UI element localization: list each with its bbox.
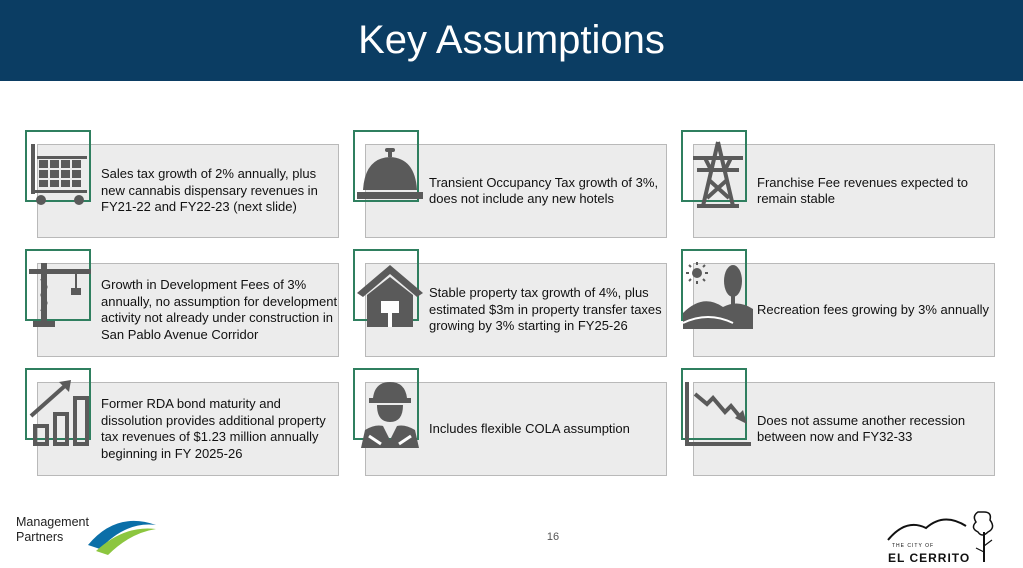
el-cerrito-logo: [886, 506, 1004, 566]
page-title: Key Assumptions: [358, 18, 665, 62]
logo-line-1: Management: [16, 515, 89, 529]
el-cerrito-label: EL CERRITO: [888, 551, 971, 565]
management-partners-logo: [16, 515, 146, 557]
decline-chart-icon: [683, 378, 753, 448]
card-text: Former RDA bond maturity and dissolution provides additional property tax revenues of $1.23 million annually beginning in FY 2025-26: [101, 396, 326, 461]
assumption-card-tot: [353, 130, 669, 226]
card-text: Franchise Fee revenues expected to remain stable: [757, 174, 969, 206]
assumption-card-cola: [353, 368, 669, 464]
service-bell-icon: [355, 140, 425, 210]
house-sale-icon: [355, 259, 425, 329]
card-text: Stable property tax growth of 4%, plus estimated $3m in property transfer taxes growing by 3% starting in FY25-26: [429, 285, 662, 334]
shopping-cart-icon: [27, 140, 97, 210]
growth-chart-icon: [27, 378, 97, 448]
card-text: Recreation fees growing by 3% annually: [757, 301, 989, 317]
assumption-card-development-fees: [25, 249, 341, 345]
card-text: Sales tax growth of 2% annually, plus new cannabis dispensary revenues in FY21-22 and FY22-23 (next slide): [101, 166, 318, 215]
page-number: 16: [546, 531, 560, 543]
park-landscape-icon: [683, 259, 753, 329]
crane-icon: [27, 259, 97, 329]
assumption-card-rda-bond: [25, 368, 341, 464]
assumption-card-recession: [681, 368, 997, 464]
card-text: Growth in Development Fees of 3% annually, no assumption for development activity not already under construction in San Pablo Avenue Corridor: [101, 277, 338, 342]
assumption-card-recreation-fees: [681, 249, 997, 345]
assumption-card-sales-tax: [25, 130, 341, 226]
swoosh-icon: [86, 515, 158, 557]
card-text: Does not assume another recession between now and FY32-33: [757, 412, 966, 444]
assumption-card-franchise-fee: [681, 130, 997, 226]
power-tower-icon: [683, 140, 753, 210]
city-of-label: THE CITY OF: [892, 543, 935, 549]
card-text: Includes flexible COLA assumption: [429, 420, 630, 436]
logo-line-2: Partners: [16, 530, 64, 544]
worker-hardhat-icon: [355, 378, 425, 448]
assumption-card-property-tax: [353, 249, 669, 345]
card-text: Transient Occupancy Tax growth of 3%, does not include any new hotels: [429, 174, 659, 206]
